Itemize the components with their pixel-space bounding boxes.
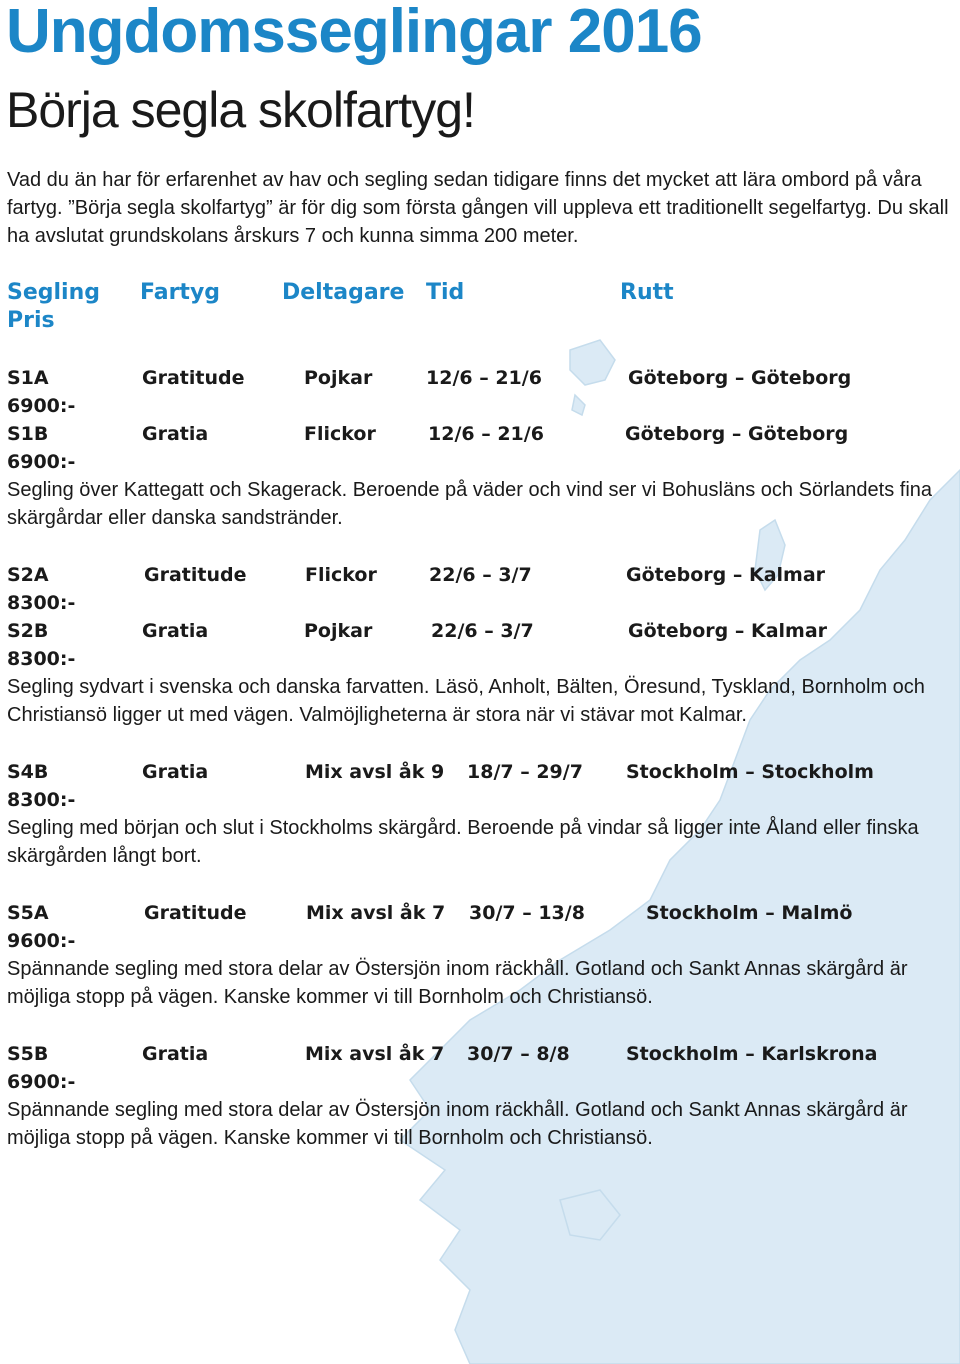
row-s2b-pris: 8300:- xyxy=(7,648,76,670)
row-s2b-tid: 22/6 – 3/7 xyxy=(431,620,534,642)
row-s4b-tid: 18/7 – 29/7 xyxy=(467,761,583,783)
row-s1a-pris: 6900:- xyxy=(7,395,76,417)
row-s2a-rutt: Göteborg – Kalmar xyxy=(626,564,826,586)
row-s2b-fartyg: Gratia xyxy=(142,620,209,642)
header-deltagare: Deltagare xyxy=(282,280,405,305)
row-s4b-fartyg: Gratia xyxy=(142,761,209,783)
row-s1b-tid: 12/6 – 21/6 xyxy=(428,423,544,445)
row-s4b-pris: 8300:- xyxy=(7,789,76,811)
row-s1b-deltagare: Flickor xyxy=(304,423,376,445)
row-s1b-pris: 6900:- xyxy=(7,451,76,473)
row-s2b-segling: S2B xyxy=(7,620,49,642)
row-s1b-segling: S1B xyxy=(7,423,49,445)
map-island-north xyxy=(570,340,615,385)
row-s5b-rutt: Stockholm – Karlskrona xyxy=(626,1043,878,1065)
row-s5b-segling: S5B xyxy=(7,1043,49,1065)
row-s4b-segling: S4B xyxy=(7,761,49,783)
row-s1b-rutt: Göteborg – Göteborg xyxy=(625,423,849,445)
row-s2a-deltagare: Flickor xyxy=(305,564,377,586)
map-island-small xyxy=(572,395,585,415)
row-s2a-segling: S2A xyxy=(7,564,49,586)
description-s5a: möjliga stopp på vägen. Kanske kommer vi till Bornholm och Christiansö. xyxy=(7,986,653,1008)
row-s5a-tid: 30/7 – 13/8 xyxy=(469,902,585,924)
header-pris: Pris xyxy=(7,308,55,333)
row-s5a-fartyg: Gratitude xyxy=(144,902,247,924)
intro-line: Vad du än har för erfarenhet av hav och segling sedan tidigare finns det mycket att lära ombord på våra xyxy=(7,169,922,191)
description-s2: Segling sydvart i svenska och danska farvatten. Läsö, Anholt, Bälten, Öresund, Tyskland, Bornholm och xyxy=(7,676,925,698)
row-s5b-fartyg: Gratia xyxy=(142,1043,209,1065)
row-s1a-rutt: Göteborg – Göteborg xyxy=(628,367,852,389)
description-s5a: Spännande segling med stora delar av Östersjön inom räckhåll. Gotland och Sankt Annas skärgård är xyxy=(7,958,908,980)
row-s1a-deltagare: Pojkar xyxy=(304,367,373,389)
row-s1a-tid: 12/6 – 21/6 xyxy=(426,367,542,389)
row-s1a-segling: S1A xyxy=(7,367,49,389)
page-subtitle: Börja segla skolfartyg! xyxy=(6,82,475,138)
page-title: Ungdomsseglingar 2016 xyxy=(6,0,702,66)
row-s5a-deltagare: Mix avsl åk 7 xyxy=(306,902,446,924)
description-s1: skärgårdar eller danska sandstränder. xyxy=(7,507,343,529)
row-s5b-pris: 6900:- xyxy=(7,1071,76,1093)
header-rutt: Rutt xyxy=(620,280,674,305)
row-s5a-pris: 9600:- xyxy=(7,930,76,952)
row-s2a-tid: 22/6 – 3/7 xyxy=(429,564,532,586)
description-s4: Segling med början och slut i Stockholms skärgård. Beroende på vindar så ligger inte Åland eller finska xyxy=(7,817,919,839)
row-s5b-tid: 30/7 – 8/8 xyxy=(467,1043,570,1065)
row-s2a-fartyg: Gratitude xyxy=(144,564,247,586)
description-s5b: möjliga stopp på vägen. Kanske kommer vi till Bornholm och Christiansö. xyxy=(7,1127,653,1149)
header-tid: Tid xyxy=(426,280,465,305)
row-s1a-fartyg: Gratitude xyxy=(142,367,245,389)
row-s5a-segling: S5A xyxy=(7,902,49,924)
description-s1: Segling över Kattegatt och Skagerack. Beroende på väder och vind ser vi Bohusläns och Sörlandets fina xyxy=(7,479,933,501)
row-s1b-fartyg: Gratia xyxy=(142,423,209,445)
intro-line: ha avslutat grundskolans årskurs 7 och kunna simma 200 meter. xyxy=(7,225,579,247)
row-s2b-deltagare: Pojkar xyxy=(304,620,373,642)
row-s4b-rutt: Stockholm – Stockholm xyxy=(626,761,874,783)
row-s2a-pris: 8300:- xyxy=(7,592,76,614)
row-s5a-rutt: Stockholm – Malmö xyxy=(646,902,853,924)
header-fartyg: Fartyg xyxy=(140,280,221,305)
row-s5b-deltagare: Mix avsl åk 7 xyxy=(305,1043,445,1065)
description-s2: Christiansö ligger ut med vägen. Valmöjligheterna är stora när vi stävar mot Kalmar. xyxy=(7,704,747,726)
description-s5b: Spännande segling med stora delar av Östersjön inom räckhåll. Gotland och Sankt Annas skärgård är xyxy=(7,1099,908,1121)
row-s2b-rutt: Göteborg – Kalmar xyxy=(628,620,828,642)
header-segling: Segling xyxy=(7,280,101,305)
row-s4b-deltagare: Mix avsl åk 9 xyxy=(305,761,445,783)
description-s4: skärgården långt bort. xyxy=(7,845,202,867)
intro-line: fartyg. ”Börja segla skolfartyg” är för dig som första gången vill uppleva ett traditionellt segelfartyg. Du skall xyxy=(7,197,949,219)
